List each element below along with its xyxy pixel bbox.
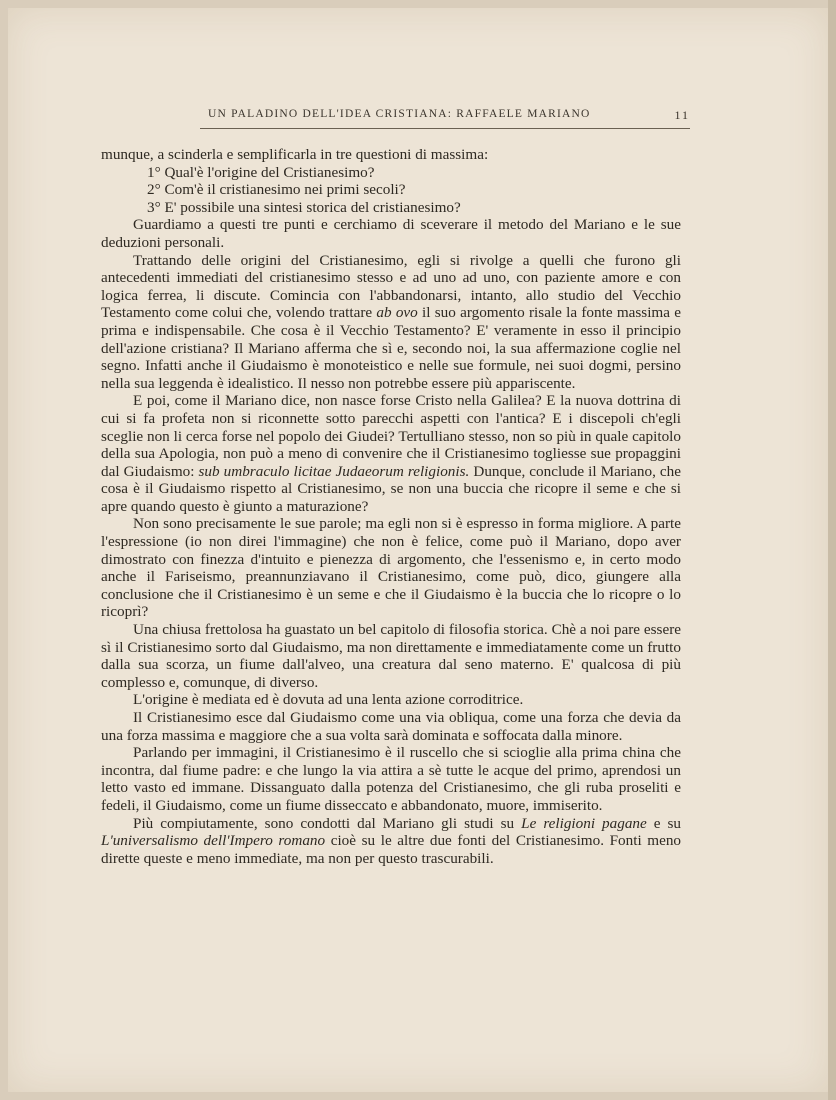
page-edge [828, 0, 836, 1100]
question-1: 1° Qual'è l'origine del Cristianesimo? [147, 163, 375, 181]
text-run: E poi, come il Mariano dice, non nasce forse Cristo nella Galilea? E la nuova dottrina di cui si fa profeta non si riconnette sotto parecchi aspetti con l'antica? E i discepoli ch'egli sceglie non li cerca forse nel popolo dei Giudei? Tertulliano stesso, non so più in quale capitolo della sua Apologia, non può a meno di convenire che il Cristianesimo togliesse sue propaggini dal Giudaismo: [101, 392, 681, 480]
paragraph: Guardiamo a questi tre punti e cerchiamo di sceverare il metodo del Mariano e le sue deduzioni personali. [101, 216, 681, 251]
paragraph [101, 252, 681, 393]
running-title: UN PALADINO DELL'IDEA CRISTIANA: RAFFAELE MARIANO [208, 108, 591, 120]
italic-phrase: L'universalismo dell'Impero romano [101, 832, 326, 850]
text-run: cioè su le altre due fonti del Cristianesimo. Fonti meno dirette queste e meno immediate, ma non per questo trascurabili. [101, 832, 682, 867]
text-run: il suo argomento risale la fonte massima e prima e indispensabile. Che cosa è il Vecchio Testamento? E' veramente in esso il principio dell'azione cristiana? Il Mariano afferma che sì e, secondo noi, la sua affermazione coglie nel segno. Infatti anche il Giudaismo è monoteistico e nelle sue formule, nei suoi dogmi, persino nella sua leggenda è idealistico. Il nesso non potrebbe essere più appariscente. [101, 304, 681, 392]
question-3: 3° E' possibile una sintesi storica del cristianesimo? [147, 198, 461, 216]
question-2: 2° Com'è il cristianesimo nei primi secoli? [147, 181, 406, 199]
italic-phrase: ab ovo [376, 304, 418, 322]
paragraph [101, 815, 681, 868]
text-run: Trattando delle origini del Cristianesimo, egli si rivolge a quelli che furono gli antecedenti immediati del cristianesimo stesso e ad uno ad uno, con paziente amore e con logica ferrea, li discute. Comincia con l'abbandonarsi, intanto, allo studio del Vecchio Testamento come colui che, volendo trattare [101, 251, 681, 322]
body-text [101, 146, 681, 867]
paragraph [101, 392, 681, 515]
italic-phrase: Le religioni pagane [521, 814, 647, 832]
italic-phrase: sub umbraculo licitae Judaeorum religionis. [198, 462, 470, 480]
page-number: 11 [674, 108, 690, 122]
paragraph: Non sono precisamente le sue parole; ma egli non si è espresso in forma migliore. A parte l'espressione (io non direi l'immagine) che non è felice, come può il Mariano, dopo aver dimostrato con finezza d'intuito e pienezza di argomento, che l'essenismo e, in certo modo anche il Fariseismo, preannunziavano il Cristianesimo, come può, dico, giungere alla conclusione che il Cristianesimo è un seme e che il Giudaismo è la buccia che lo ricopre o lo ricoprì? [101, 515, 681, 621]
paragraph: Parlando per immagini, il Cristianesimo è il ruscello che si scioglie alla prima china che incontra, dal fiume padre: e che lungo la via attira a sè tutte le acque del primo, aprendosi un letto vasto ed immane. Dissanguato dalla potenza del Cristianesimo, che gli ruba proseliti e fedeli, il Giudaismo, come un fiume disseccato e abbandonato, muore, immiserito. [101, 744, 681, 814]
paragraph: Il Cristianesimo esce dal Giudaismo come una via obliqua, come una forza che devia da una forza massima e maggiore che a sua volta sarà dominata e soffocata dalla minore. [101, 709, 681, 744]
text-run: Più compiutamente, sono condotti dal Mariano gli studi su [133, 814, 522, 832]
header-rule [200, 128, 690, 129]
text-run: e su [646, 814, 681, 832]
paragraph: L'origine è mediata ed è dovuta ad una lenta azione corroditrice. [133, 691, 524, 709]
text-run: Dunque, conclude il Mariano, che cosa è il Giudaismo rispetto al Cristianesimo, se non una buccia che ricopre il seme e che si apre quando questo è giunto a maturazione? [101, 462, 681, 515]
paragraph-continuation: munque, a scinderla e semplificarla in tre questioni di massima: [101, 146, 489, 163]
paragraph: Una chiusa frettolosa ha guastato un bel capitolo di filosofia storica. Chè a noi pare essere sì il Cristianesimo sorto dal Giudaismo, ma non direttamente e immediatamente come un frutto dalla sua scorza, un fiume dall'alveo, una creatura dal seno materno. E' qualcosa di più complesso e, comunque, di diverso. [101, 621, 681, 691]
